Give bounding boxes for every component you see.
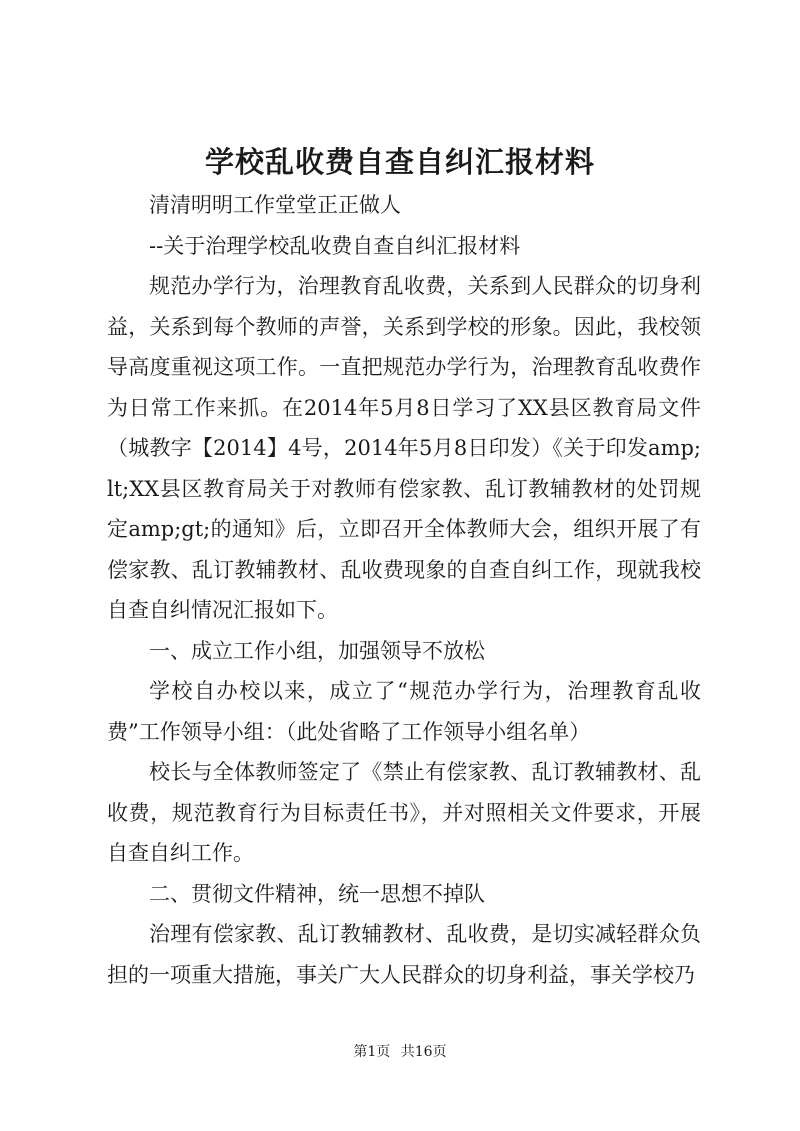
page-total: 共16页 — [400, 1044, 447, 1060]
paragraph-subtitle: --关于治理学校乱收费自查自纠汇报材料 — [149, 233, 521, 258]
paragraph-intro: 规范办学行为，治理教育乱收费，关系到人民群众的切身利益，关系到每个教师的声誉，关系到学校的形象。因此，我校领导高度重视这项工作。一直把规范办学行为，治理教育乱收费作为日常工作来抓。在2014年5月8日学习了XX县区教育局文件（城教字【2014】4号，2014年5月8日印发）《关于印发amp;lt;XX县区教育局关于对教师有偿家教、乱订教辅教材的处罚规定amp;gt;的通知》后，立即召开全体教师大会，组织开展了有偿家教、乱订教辅教材、乱收费现象的自查自纠工作，现就我校自查自纠情况汇报如下。 — [107, 274, 701, 622]
paragraph-responsibility: 校长与全体教师签定了《禁止有偿家教、乱订教辅教材、乱收费，规范教育行为目标责任书》，并对照相关文件要求，开展自查自纠工作。 — [107, 760, 701, 865]
paragraph-group: 学校自办校以来，成立了“规范办学行为，治理教育乱收费”工作领导小组：（此处省略了工作领导小组名单） — [107, 679, 701, 744]
section-heading-2: 二、贯彻文件精神，统一思想不掉队 — [149, 881, 485, 906]
document-body — [107, 185, 701, 995]
document-title: 学校乱收费自查自纠汇报材料 — [204, 145, 595, 179]
section-heading-1: 一、成立工作小组，加强领导不放松 — [149, 638, 485, 663]
paragraph-motto: 清清明明工作堂堂正正做人 — [149, 193, 401, 217]
page-footer — [0, 1042, 800, 1062]
page-number: 第1页 — [353, 1044, 391, 1060]
paragraph-governance: 治理有偿家教、乱订教辅教材、乱收费，是切实减轻群众负担的一项重大措施，事关广大人民群众的切身利益，事关学校乃 — [107, 922, 701, 987]
